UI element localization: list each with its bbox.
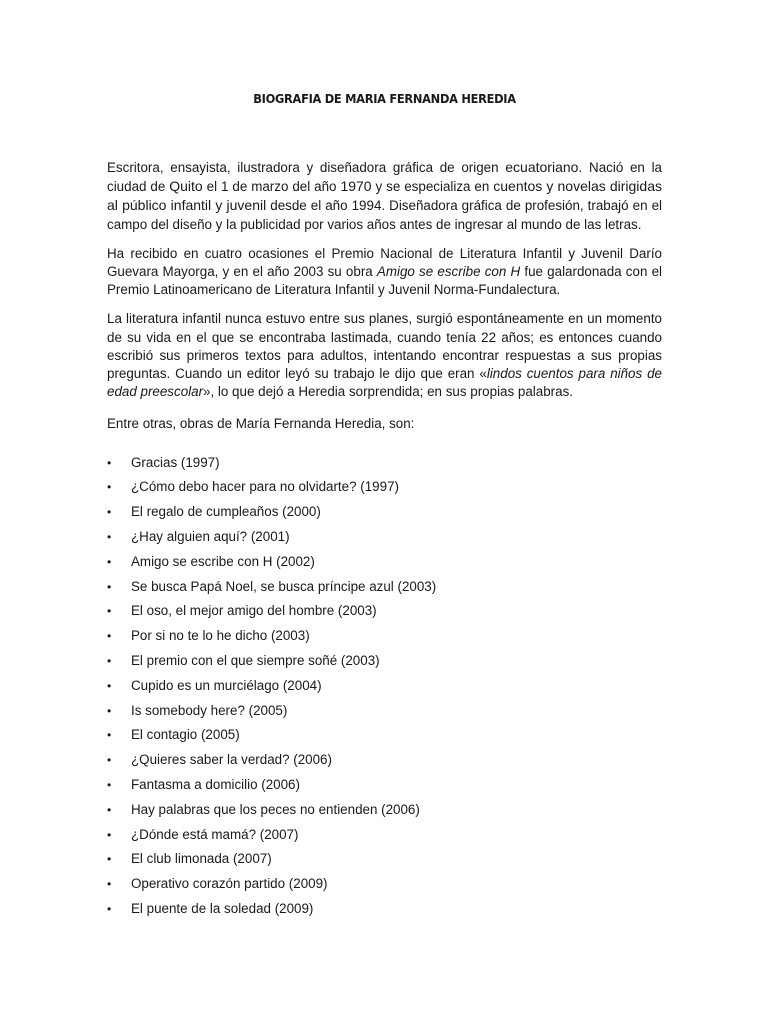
bullet-icon: • bbox=[107, 455, 112, 470]
paragraph-awards bbox=[107, 245, 662, 300]
list-item-text: ¿Hay alguien aquí? (2001) bbox=[131, 529, 290, 545]
list-item bbox=[107, 503, 662, 528]
list-item-text: Hay palabras que los peces no entienden (2006) bbox=[131, 801, 420, 817]
list-item-text: El contagio (2005) bbox=[131, 727, 240, 743]
works-list bbox=[107, 454, 662, 925]
list-item-text: ¿Cómo debo hacer para no olvidarte? (1997) bbox=[131, 479, 399, 495]
list-item bbox=[107, 900, 662, 925]
p2-text-b: Amigo se escribe con H bbox=[376, 264, 521, 280]
p3-text-a: La literatura infantil nunca estuvo entre sus planes, surgió espontáneamente en un momento de su vida en el que se encontraba lastimada, cuando tenía 22 años; es entonces cuando escribió sus primeros textos para adultos, intentando encontrar respuestas a sus propias preguntas. Cuando un editor leyó su trabajo le dijo que eran « bbox=[107, 311, 662, 382]
list-item-text: Amigo se escribe con H (2002) bbox=[131, 553, 315, 569]
list-item bbox=[107, 850, 662, 875]
bullet-icon: • bbox=[107, 654, 112, 669]
bullet-icon: • bbox=[107, 901, 112, 916]
list-item-text: Gracias (1997) bbox=[131, 454, 220, 470]
p1-text-e: el 1 de marzo del año bbox=[202, 179, 341, 195]
bullet-icon: • bbox=[107, 530, 112, 545]
p1-text-d: Quito bbox=[169, 178, 203, 195]
paragraph-intro bbox=[107, 158, 662, 234]
list-item bbox=[107, 677, 662, 702]
bullet-icon: • bbox=[107, 604, 112, 619]
p1-text-g: y se especializa en bbox=[371, 179, 494, 195]
list-item-text: ¿Dónde está mamá? (2007) bbox=[131, 826, 299, 842]
p1-text-b: ecuatoriano. bbox=[505, 159, 583, 175]
list-item bbox=[107, 702, 662, 727]
p3-text-c: », lo que dejó a Heredia sorprendida; en sus propias palabras. bbox=[203, 384, 573, 400]
bullet-icon: • bbox=[107, 703, 112, 718]
bullet-icon: • bbox=[107, 852, 112, 867]
list-item-text: Operativo corazón partido (2009) bbox=[131, 876, 328, 892]
bullet-icon: • bbox=[107, 480, 112, 495]
bullet-icon: • bbox=[107, 505, 112, 520]
list-item-text: El club limonada (2007) bbox=[131, 851, 272, 867]
list-item-text: El premio con el que siempre soñé (2003) bbox=[131, 653, 380, 669]
bullet-icon: • bbox=[107, 728, 112, 743]
list-item-text: Is somebody here? (2005) bbox=[131, 702, 288, 718]
list-item bbox=[107, 602, 662, 627]
list-item bbox=[107, 627, 662, 652]
bullet-icon: • bbox=[107, 802, 112, 817]
list-item bbox=[107, 652, 662, 677]
list-item bbox=[107, 578, 662, 603]
list-item-text: El oso, el mejor amigo del hombre (2003) bbox=[131, 603, 377, 619]
p1-text-a: Escritora, ensayista, ilustradora y diseñadora gráfica de origen bbox=[107, 160, 506, 175]
list-item bbox=[107, 528, 662, 553]
p2-text-a: Ha recibido en cuatro ocasiones el Premio Nacional de Literatura Infantil y Juvenil Darío Guevara Mayorga, y en el año 2003 su obra bbox=[107, 245, 662, 280]
list-item-text: El puente de la soledad (2009) bbox=[131, 900, 314, 916]
bullet-icon: • bbox=[107, 554, 112, 569]
list-item bbox=[107, 553, 662, 578]
p1-text-h: cuentos y novelas dirigidas al público infantil y juvenil bbox=[107, 178, 662, 214]
list-item-text: Fantasma a domicilio (2006) bbox=[131, 777, 300, 792]
list-item bbox=[107, 875, 662, 900]
bullet-icon: • bbox=[107, 579, 112, 594]
bullet-icon: • bbox=[107, 778, 112, 792]
list-item bbox=[107, 751, 662, 776]
paragraph-origins bbox=[107, 310, 662, 401]
list-item bbox=[107, 776, 662, 801]
p1-text-f: 1970 bbox=[340, 178, 372, 195]
list-item-text: El regalo de cumpleaños (2000) bbox=[131, 504, 321, 520]
bullet-icon: • bbox=[107, 877, 112, 892]
works-list-intro: Entre otras, obras de María Fernanda Heredia, son: bbox=[107, 416, 415, 432]
list-item bbox=[107, 478, 662, 503]
bullet-icon: • bbox=[107, 629, 112, 644]
p3-text-b: lindos cuentos para niños de edad preescolar bbox=[107, 366, 662, 400]
p1-text-i: desde el año 1994. Diseñadora gráfica de profesión, trabajó en el campo del diseño y la publicidad por varios años antes de ingresar al mundo de las letras. bbox=[107, 198, 662, 232]
list-item-text: Por si no te lo he dicho (2003) bbox=[131, 628, 310, 644]
document-title: BIOGRAFIA DE MARIA FERNANDA HEREDIA bbox=[253, 92, 516, 106]
list-item bbox=[107, 454, 662, 479]
list-item bbox=[107, 801, 662, 826]
bullet-icon: • bbox=[107, 827, 112, 842]
p2-text-c: fue galardonada con el Premio Latinoamericano de Literatura Infantil y Juvenil Norma-Fundalectura. bbox=[107, 264, 663, 298]
list-item-text: Se busca Papá Noel, se busca príncipe azul (2003) bbox=[131, 578, 437, 594]
p1-text-c: Nació en la ciudad de bbox=[107, 160, 662, 195]
list-item-text: Cupido es un murciélago (2004) bbox=[131, 677, 322, 693]
list-item-text: ¿Quieres saber la verdad? (2006) bbox=[131, 752, 332, 768]
bullet-icon: • bbox=[107, 678, 112, 693]
list-item bbox=[107, 826, 662, 851]
bullet-icon: • bbox=[107, 753, 112, 768]
list-item bbox=[107, 726, 662, 751]
